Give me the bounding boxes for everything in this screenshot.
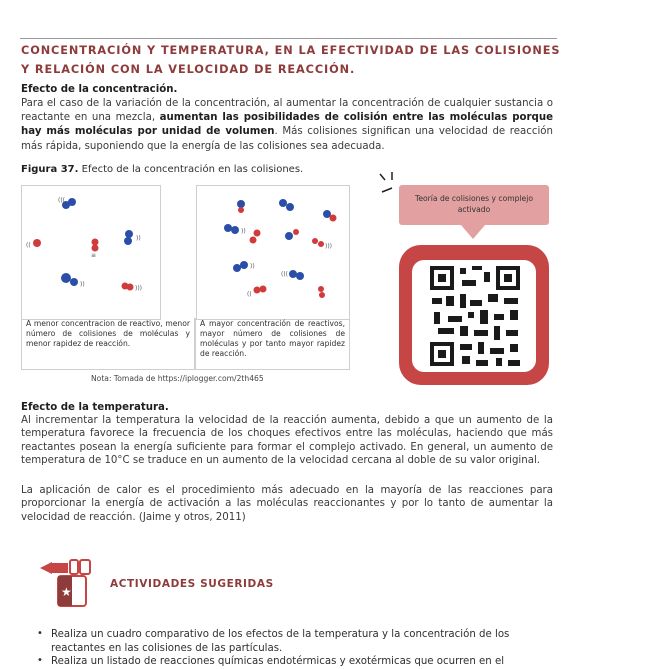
molecule (233, 261, 255, 272)
qr-code-icon[interactable] (430, 266, 520, 366)
figure-note: Nota: Tomada de https://iplogger.com/2th465 (91, 374, 264, 383)
molecule (285, 229, 299, 240)
molecule (323, 210, 337, 222)
activity-item: Realiza un cuadro comparativo de los efectos de la temperatura y la concentración de los reactantes en las colisiones de las partículas. (51, 629, 510, 654)
figure-title (21, 164, 303, 175)
concentration-text-1: Para el caso de la variación de la concentración, al aumentar la concentración de cualquier sustancia o reactante en una mezcla, (21, 98, 553, 124)
section-title: CONCENTRACIÓN Y TEMPERATURA, EN LA EFECTIVIDAD DE LAS COLISIONES Y RELACIÓN CON LA VELOCIDAD DE REACCIÓN. (21, 44, 561, 76)
molecule (26, 239, 41, 249)
svg-text:)): )) (250, 263, 255, 270)
svg-text:))): ))) (325, 243, 333, 250)
molecule (250, 230, 261, 244)
bubble-pointer-icon (461, 225, 485, 245)
molecule (61, 273, 85, 288)
svg-text:(((: ((( (58, 197, 66, 204)
low-concentration-image (21, 185, 161, 320)
caption-high-concentration: A mayor concentración de reactivos, mayor número de colisiones de moléculas y por tanto mayor rapidez de reacción. (195, 318, 350, 370)
figure-title-text: Efecto de la concentración en las colisiones. (78, 164, 304, 175)
high-concentration-image (196, 185, 350, 320)
svg-text:)): )) (80, 281, 85, 288)
activity-item: Realiza un listado de reacciones químicas endotérmicas y exotérmicas que ocurren en el (51, 656, 505, 667)
svg-text:)): )) (136, 235, 141, 242)
bullet-icon: • (37, 655, 43, 666)
activities-hand-icon (36, 558, 96, 614)
svg-text:≡: ≡ (91, 252, 97, 259)
concentration-text-bold: aumentan las posibilidades de colisión entre las moléculas porque hay más moléculas por unidad de volumen (21, 112, 553, 138)
temperature-paragraph-2: La aplicación de calor es el procedimiento más adecuado en la mayoría de las reacciones para proporcionar la energía de activación a las moléculas reaccionantes y por lo tanto de aumentar la velocidad de reacción. (Jaime y otros, 2011) (21, 485, 553, 523)
high-concentration-molecules (197, 186, 349, 319)
concentration-heading: Efecto de la concentración. (21, 84, 178, 95)
svg-text:★: ★ (61, 585, 72, 599)
caption-low-concentration: A menor concentracion de reactivo, menor número de colisiones de moléculas y menor rapidez de reacción. (21, 318, 195, 370)
svg-text:))): ))) (135, 285, 143, 292)
concentration-paragraph (21, 97, 553, 154)
activities-title: ACTIVIDADES SUGERIDAS (110, 578, 274, 590)
molecule (281, 270, 304, 280)
top-rule (20, 38, 557, 39)
low-concentration-molecules (22, 186, 160, 319)
temperature-paragraph-1: Al incrementar la temperatura la velocidad de la reacción aumenta, debido a que un aumento de la temperatura favorece la frecuencia de los choques efectivos entre las moléculas, haciendo que más reactantes posean la energía suficiente para formar el complejo activado. En general, un aumento de temperatura de 10°C se traduce en un aumento de la velocidad cercana al doble de su valor original. (21, 415, 553, 466)
molecule (318, 286, 325, 298)
bullet-icon: • (37, 628, 43, 639)
qr-callout-bubble: Teoría de colisiones y complejo activado (399, 185, 549, 225)
svg-text:((: (( (247, 291, 252, 298)
temperature-heading: Efecto de la temperatura. (21, 402, 169, 413)
molecule (122, 283, 143, 293)
svg-text:((: (( (26, 242, 31, 249)
concentration-text-2: . Más colisiones significan una velocidad de reacción más rápida, suponiendo que la energía de las colisiones sea adecuada. (21, 126, 553, 152)
molecule (237, 200, 245, 213)
molecule (279, 199, 294, 211)
svg-text:)): )) (241, 228, 246, 235)
figure-label: Figura 37. (21, 164, 79, 175)
svg-text:(((: ((( (281, 271, 289, 278)
molecule (247, 286, 267, 299)
molecule (91, 239, 99, 260)
molecule (124, 230, 141, 245)
molecule (312, 238, 332, 250)
molecule (224, 224, 246, 235)
